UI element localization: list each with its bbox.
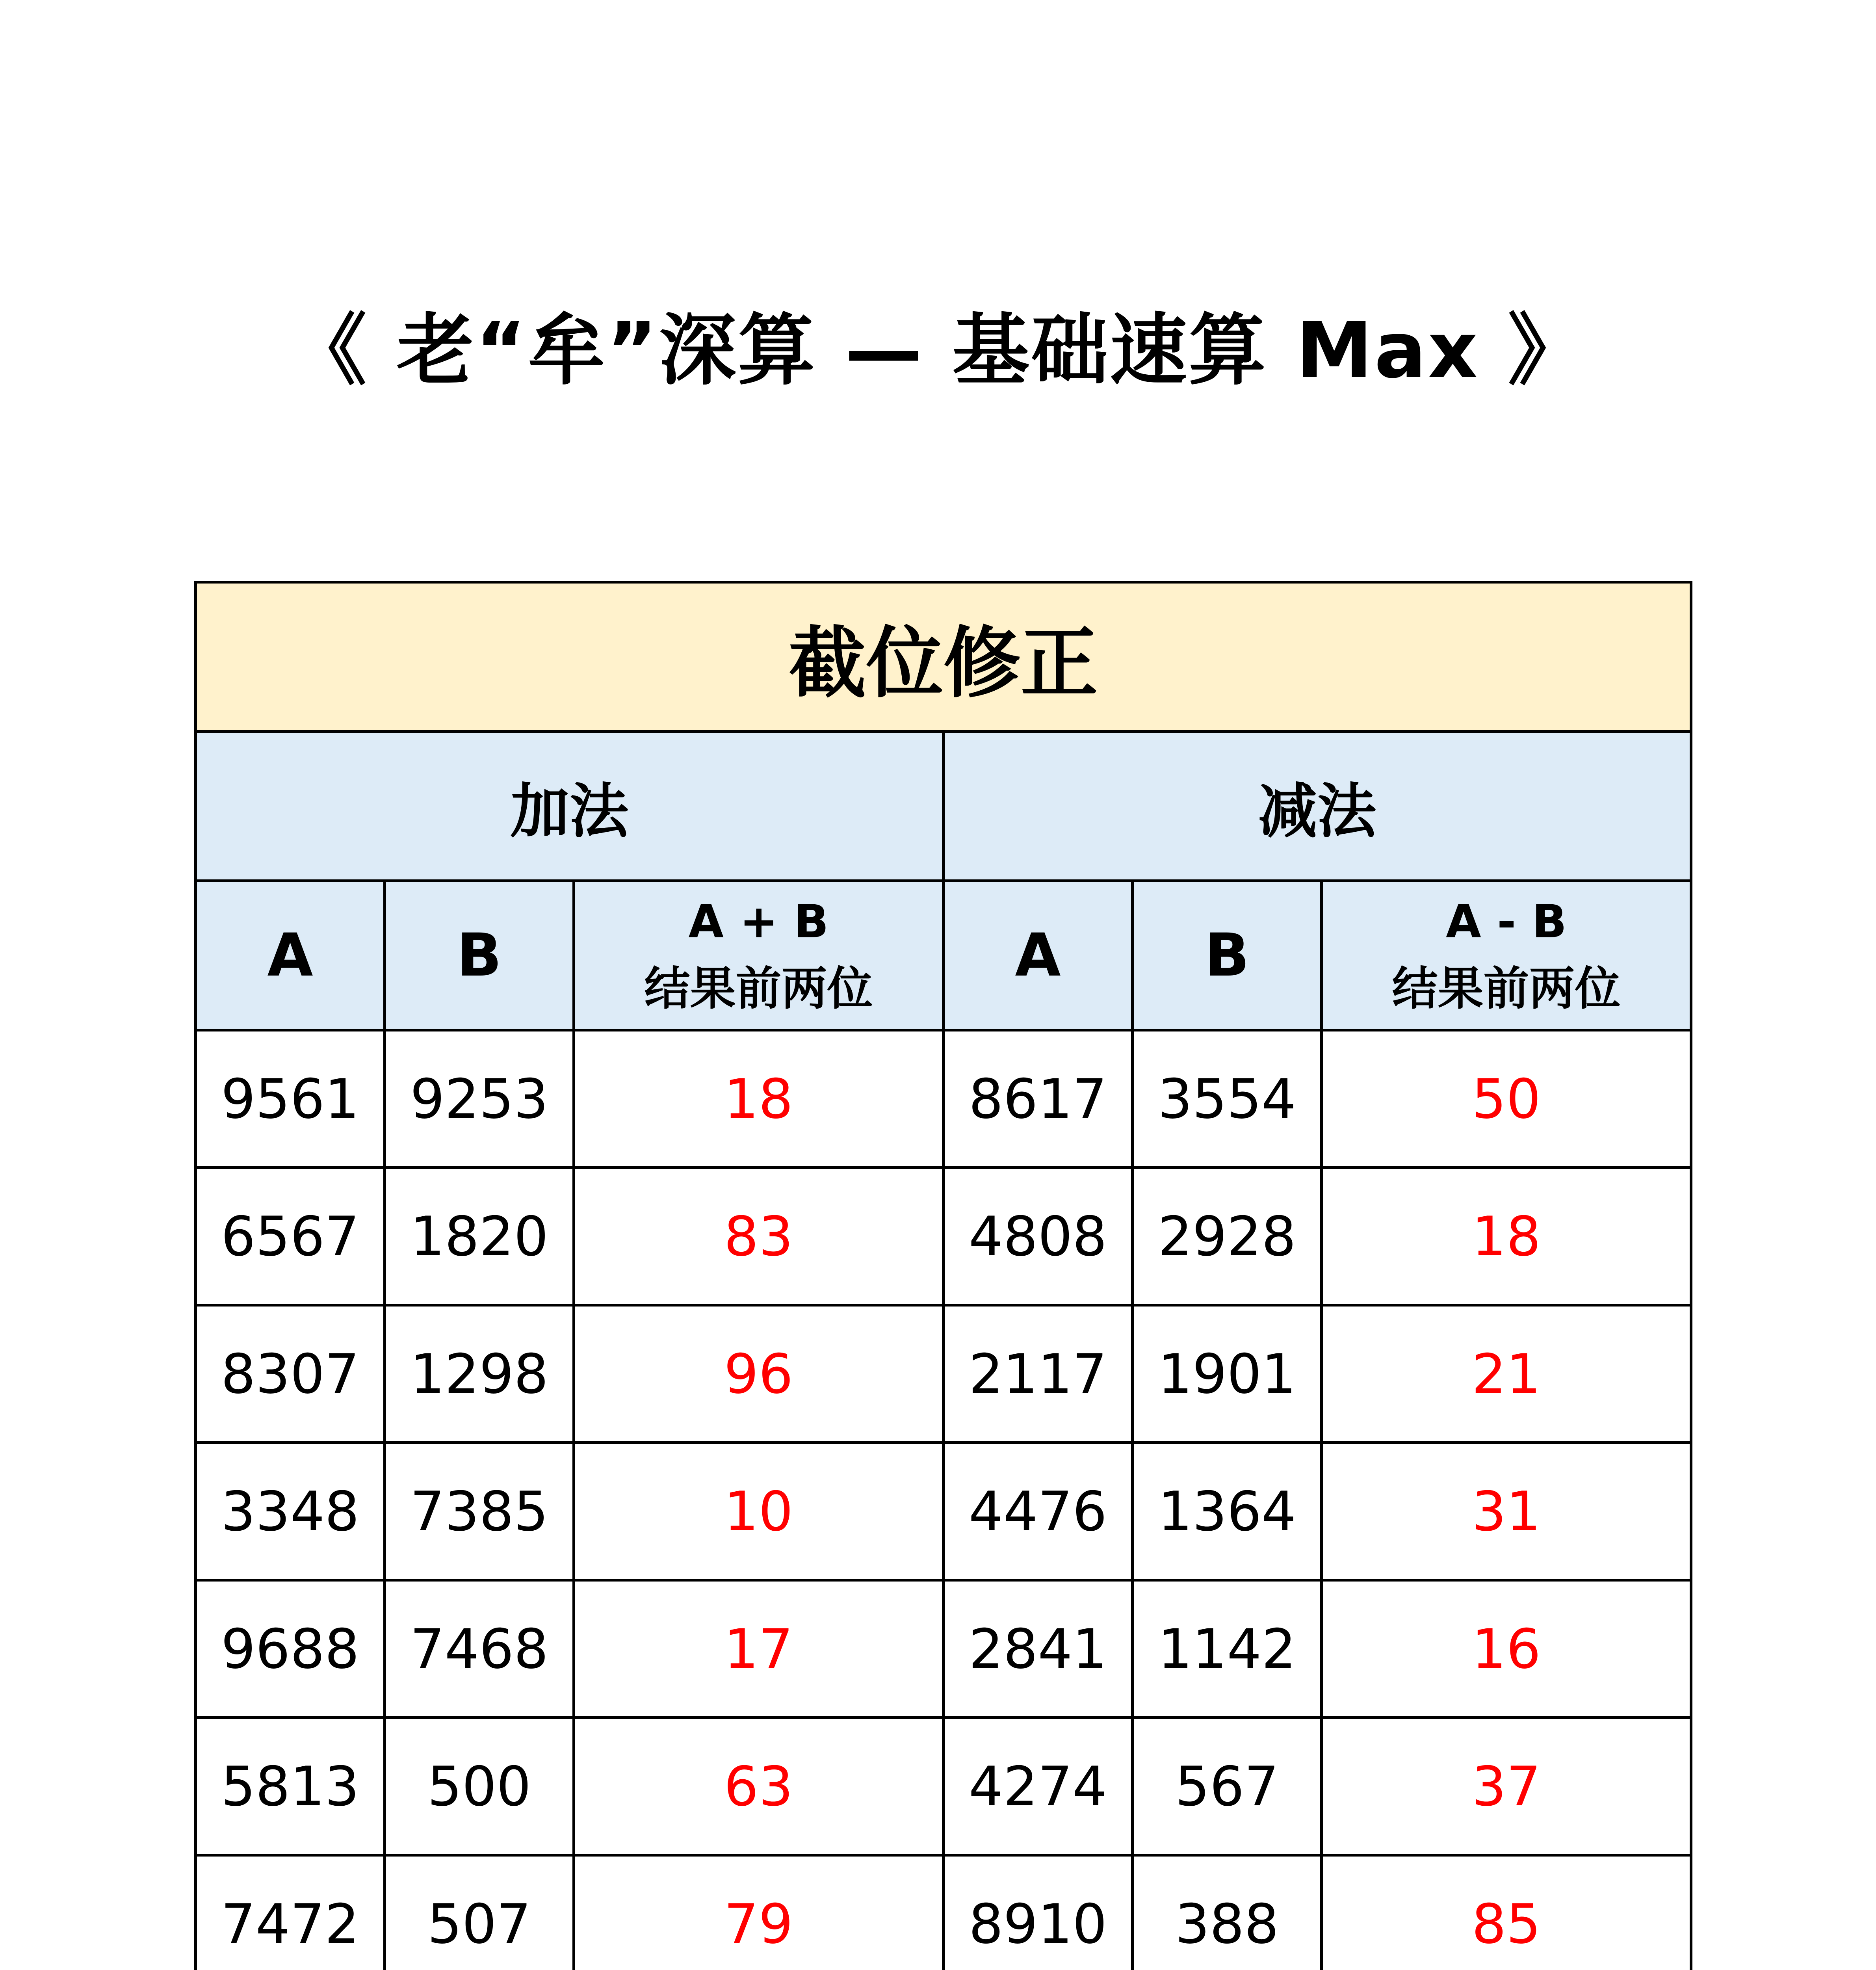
sub-result-cell: 31: [1322, 1443, 1691, 1580]
page-title: 《 老“牟”深算 — 基础速算 Max 》: [289, 306, 1587, 396]
add-b-cell: 1298: [385, 1305, 574, 1443]
table-row: [196, 1030, 1691, 1168]
column-header-sub-result: [1322, 881, 1691, 1030]
sub-result-cell: 50: [1322, 1030, 1691, 1168]
practice-table: [194, 581, 1692, 1970]
sub-a-cell: 8617: [944, 1030, 1133, 1168]
add-result-cell: 83: [574, 1168, 944, 1305]
group-header-addition: 加法: [196, 732, 944, 881]
sub-result-cell: 85: [1322, 1855, 1691, 1970]
add-b-cell: 7468: [385, 1580, 574, 1718]
add-b-cell: 7385: [385, 1443, 574, 1580]
sub-a-cell: 2841: [944, 1580, 1133, 1718]
sub-result-formula: A - B: [1445, 895, 1567, 948]
column-header-add-b: B: [385, 881, 574, 1030]
column-header-sub-b: B: [1133, 881, 1322, 1030]
table-row: [196, 1168, 1691, 1305]
sub-b-cell: 2928: [1133, 1168, 1322, 1305]
add-a-cell: 3348: [196, 1443, 385, 1580]
add-result-cell: 17: [574, 1580, 944, 1718]
banner-row: [196, 582, 1691, 732]
table-banner: 截位修正: [196, 582, 1691, 732]
add-result-cell: 96: [574, 1305, 944, 1443]
add-b-cell: 9253: [385, 1030, 574, 1168]
table-row: [196, 1305, 1691, 1443]
add-a-cell: 9688: [196, 1580, 385, 1718]
table-row: [196, 1580, 1691, 1718]
sub-a-cell: 4274: [944, 1718, 1133, 1855]
sub-result-cell: 21: [1322, 1305, 1691, 1443]
add-result-cell: 79: [574, 1855, 944, 1970]
sub-b-cell: 1901: [1133, 1305, 1322, 1443]
add-a-cell: 9561: [196, 1030, 385, 1168]
sub-result-cell: 16: [1322, 1580, 1691, 1718]
table-row: [196, 1443, 1691, 1580]
sub-a-cell: 4476: [944, 1443, 1133, 1580]
group-header-row: [196, 732, 1691, 881]
sub-a-cell: 4808: [944, 1168, 1133, 1305]
add-result-label: 结果前两位: [644, 962, 873, 1015]
add-b-cell: 507: [385, 1855, 574, 1970]
table-row: [196, 1855, 1691, 1970]
sub-b-cell: 1142: [1133, 1580, 1322, 1718]
table-row: [196, 1718, 1691, 1855]
sub-b-cell: 388: [1133, 1855, 1322, 1970]
add-b-cell: 1820: [385, 1168, 574, 1305]
column-header-add-result: [574, 881, 944, 1030]
sub-a-cell: 8910: [944, 1855, 1133, 1970]
sub-a-cell: 2117: [944, 1305, 1133, 1443]
sub-result-cell: 18: [1322, 1168, 1691, 1305]
column-header-sub-a: A: [944, 881, 1133, 1030]
sub-b-cell: 1364: [1133, 1443, 1322, 1580]
column-header-row: [196, 881, 1691, 1030]
sub-b-cell: 3554: [1133, 1030, 1322, 1168]
sub-b-cell: 567: [1133, 1718, 1322, 1855]
column-header-add-a: A: [196, 881, 385, 1030]
add-a-cell: 5813: [196, 1718, 385, 1855]
add-result-cell: 63: [574, 1718, 944, 1855]
add-a-cell: 7472: [196, 1855, 385, 1970]
add-a-cell: 8307: [196, 1305, 385, 1443]
sub-result-cell: 37: [1322, 1718, 1691, 1855]
sub-result-label: 结果前两位: [1392, 962, 1621, 1015]
add-result-cell: 18: [574, 1030, 944, 1168]
group-header-subtraction: 减法: [944, 732, 1691, 881]
add-a-cell: 6567: [196, 1168, 385, 1305]
add-b-cell: 500: [385, 1718, 574, 1855]
add-result-formula: A + B: [688, 895, 829, 948]
add-result-cell: 10: [574, 1443, 944, 1580]
